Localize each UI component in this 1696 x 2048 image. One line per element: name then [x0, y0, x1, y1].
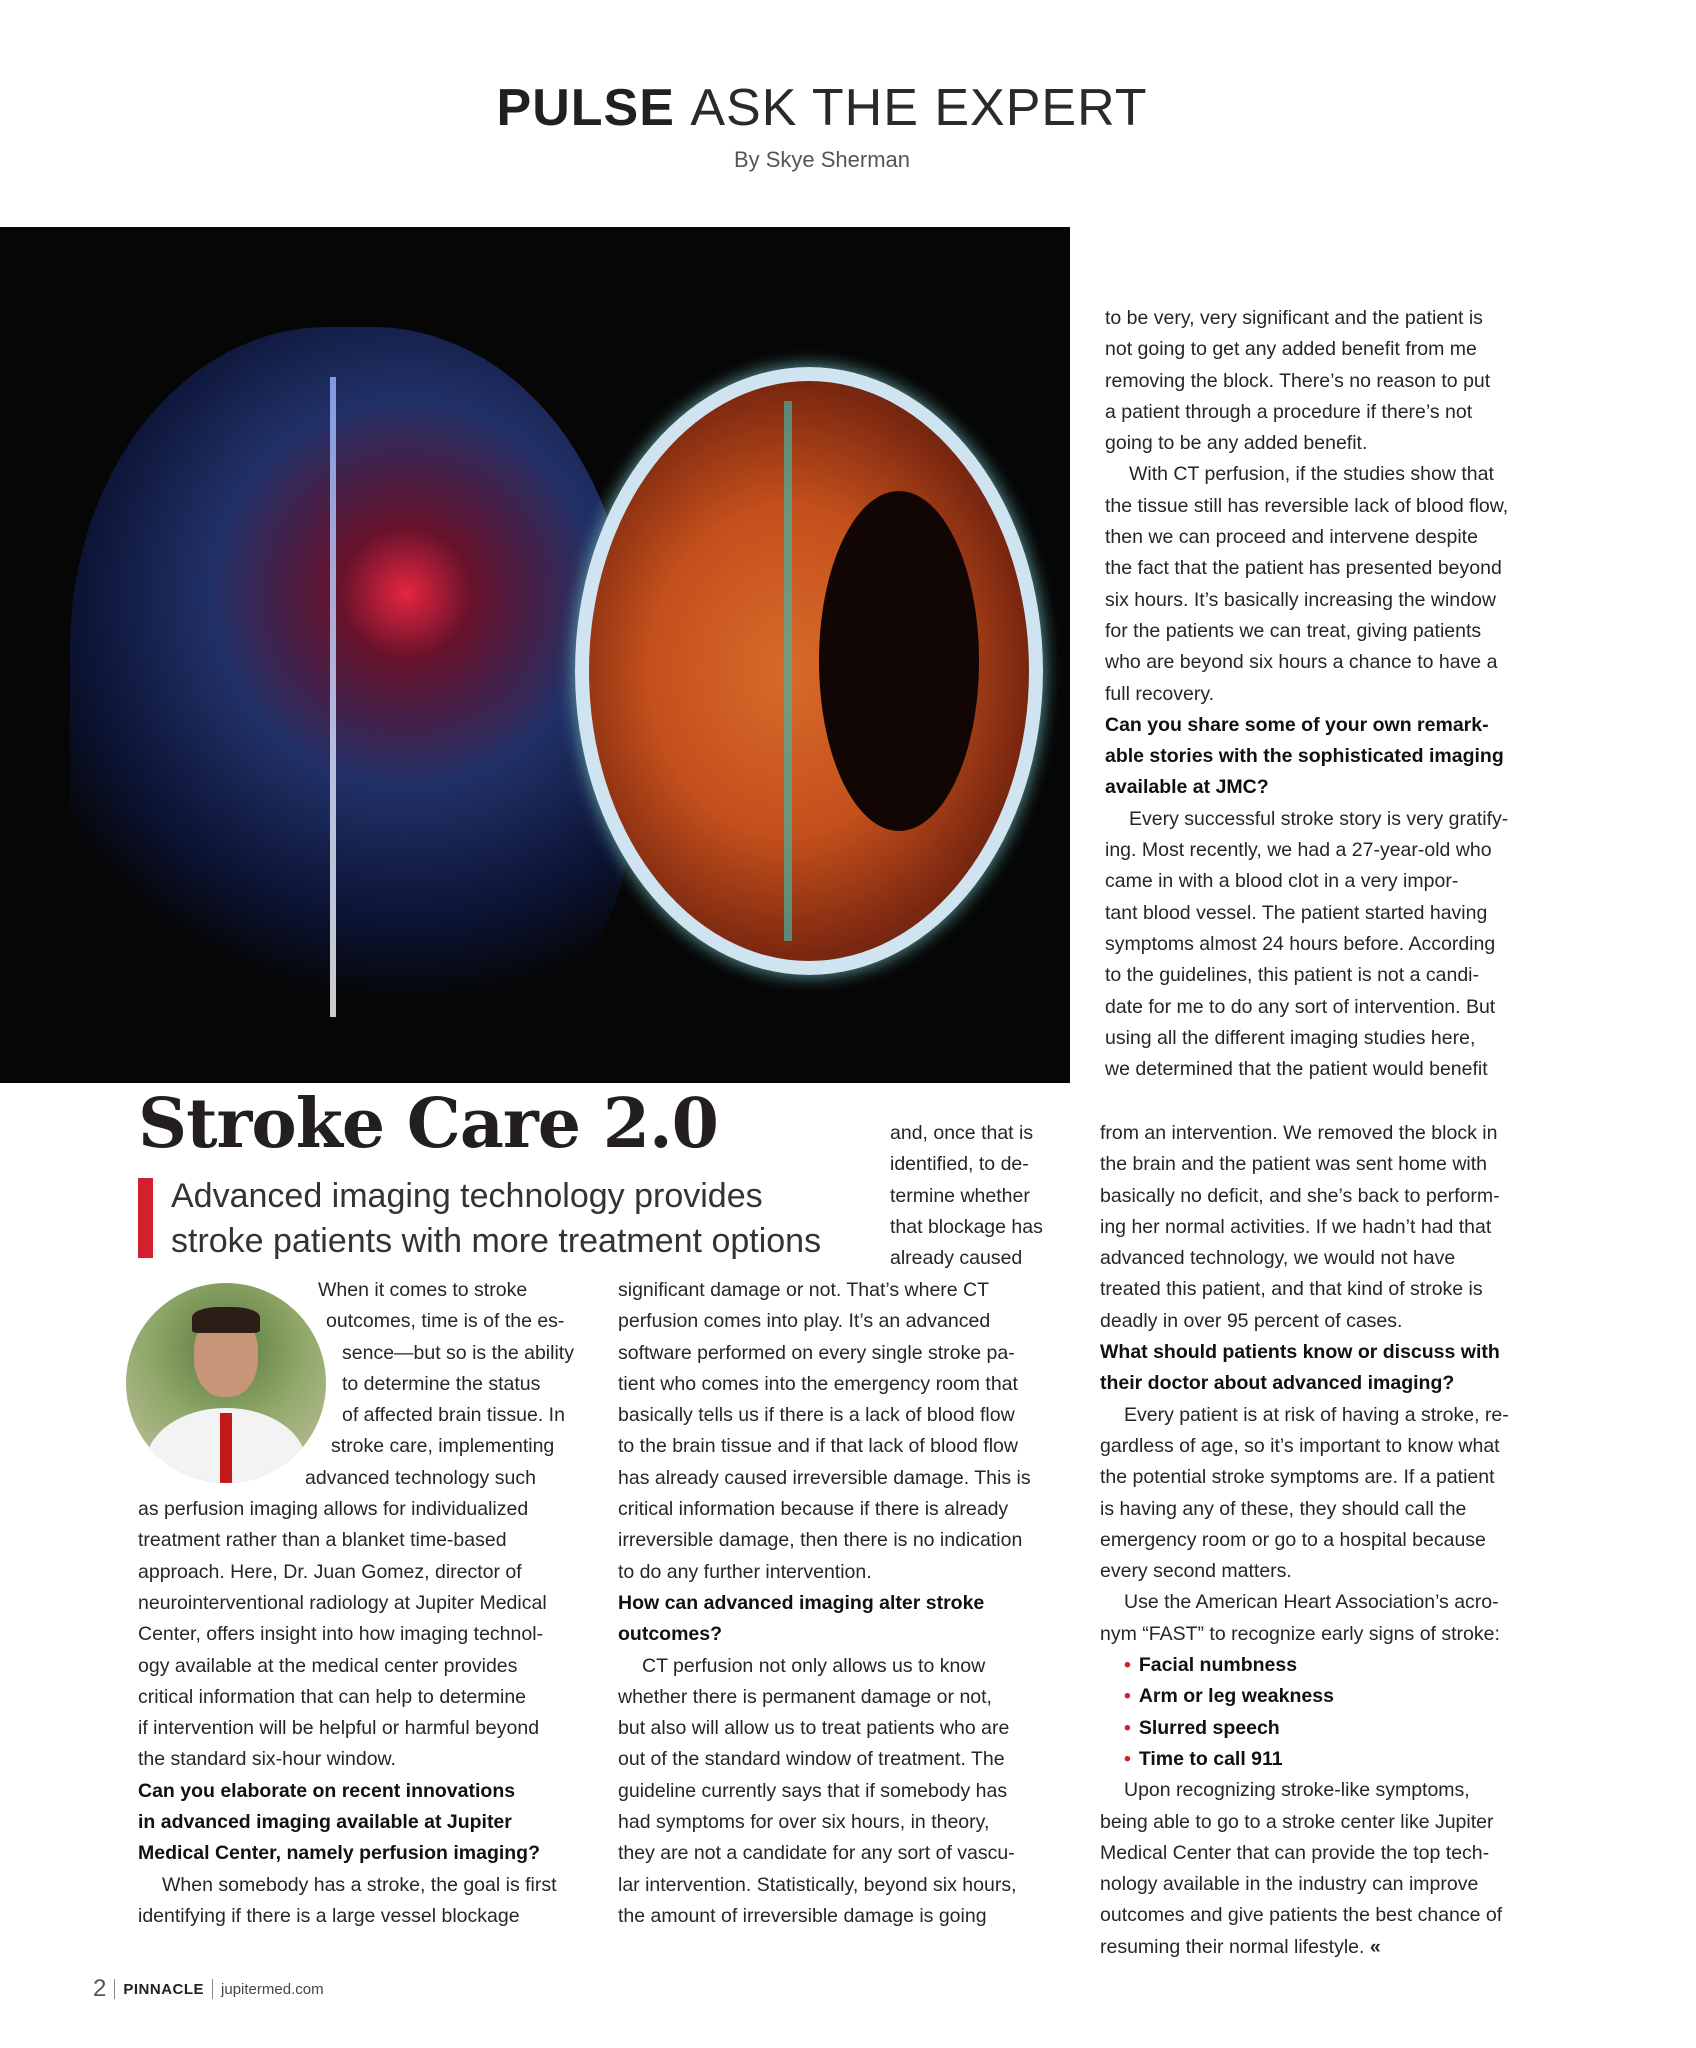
text-line: if intervention will be helpful or harmful beyond [138, 1717, 540, 1740]
page-footer [93, 1975, 324, 2003]
article-subtitle [171, 1174, 821, 1264]
text-line: When it comes to stroke [318, 1279, 528, 1301]
text-line: identified, to de- [890, 1153, 1029, 1176]
text-line: When somebody has a stroke, the goal is first [162, 1873, 557, 1896]
text-line: sence—but so is the ability [342, 1341, 574, 1364]
text-line: Center, offers insight into how imaging technol- [138, 1623, 544, 1646]
text-line: came in with a blood clot in a very impor- [1105, 870, 1459, 893]
question-line: in advanced imaging available at Jupiter [138, 1811, 512, 1834]
subtitle-line: stroke patients with more treatment options [171, 1222, 822, 1260]
text-line: to be very, very significant and the patient is [1105, 307, 1483, 329]
text-line: six hours. It’s basically increasing the window [1105, 588, 1496, 611]
text-line: had symptoms for over six hours, in theory, [618, 1811, 990, 1834]
text-line: lar intervention. Statistically, beyond six hours, [618, 1873, 1017, 1896]
text-line: critical information because if there is already [618, 1498, 1009, 1521]
text-line: perfusion comes into play. It’s an advanced [618, 1310, 991, 1333]
text-line: they are not a candidate for any sort of vascu- [618, 1842, 1015, 1865]
magazine-name: PINNACLE [123, 1980, 205, 1998]
text-line: symptoms almost 24 hours before. According [1105, 932, 1496, 955]
text-line: ing. Most recently, we had a 27-year-old who [1105, 839, 1492, 862]
column-2 [618, 1275, 1031, 1932]
text-line: outcomes, time is of the es- [326, 1310, 565, 1333]
text-line: deadly in over 95 percent of cases. [1100, 1309, 1403, 1332]
text-line: ing her normal activities. If we hadn’t had that [1100, 1215, 1492, 1238]
brain-imaging-photo [0, 227, 1070, 1083]
text-line: CT perfusion not only allows us to know [642, 1654, 986, 1677]
text-line: nym “FAST” to recognize early signs of stroke: [1100, 1622, 1500, 1645]
text-line: Every patient is at risk of having a stroke, re- [1124, 1403, 1509, 1426]
section-label: ASK THE EXPERT [690, 79, 1148, 137]
text-line: irreversible damage, then there is no indication [618, 1529, 1023, 1552]
subtitle-accent-bar [138, 1178, 153, 1258]
text-line: is having any of these, they should call the [1100, 1497, 1467, 1520]
text-line: then we can proceed and intervene despite [1105, 526, 1478, 549]
section-name: PULSE [496, 79, 675, 137]
text-line: not going to get any added benefit from me [1105, 338, 1477, 361]
text-line: out of the standard window of treatment. The [618, 1748, 1005, 1771]
text-line: basically no deficit, and she’s back to perform- [1100, 1184, 1500, 1207]
text-line: to determine the status [342, 1372, 541, 1395]
fast-bullet-item: • Arm or leg weakness [1100, 1681, 1509, 1712]
text-line: the fact that the patient has presented beyond [1105, 557, 1502, 580]
angiogram-vessel [330, 377, 336, 1017]
text-line: that blockage has [890, 1215, 1043, 1238]
text-line: already caused [890, 1247, 1023, 1270]
fast-bullet-item: • Facial numbness [1100, 1650, 1509, 1681]
text-line: the brain and the patient was sent home with [1100, 1153, 1487, 1176]
column-3-top [1105, 303, 1508, 1085]
text-line: as perfusion imaging allows for individualized [138, 1498, 529, 1521]
text-line: basically tells us if there is a lack of blood flow [618, 1404, 1015, 1427]
article-title: Stroke Care 2.0 [138, 1084, 718, 1164]
text-line: full recovery. [1105, 682, 1215, 705]
website-link[interactable]: jupitermed.com [221, 1980, 324, 1998]
text-line: date for me to do any sort of intervention. But [1105, 995, 1496, 1018]
text-line: and, once that is [890, 1122, 1034, 1144]
text-line: emergency room or go to a hospital because [1100, 1528, 1486, 1551]
column-1 [138, 1275, 574, 1932]
column-2-top [890, 1118, 1043, 1274]
text-line: the potential stroke symptoms are. If a patient [1100, 1466, 1495, 1489]
section-header [0, 79, 1644, 137]
divider [114, 1979, 115, 1999]
page-number: 2 [93, 1975, 107, 2002]
text-line: who are beyond six hours a chance to have a [1105, 651, 1498, 674]
text-line: going to be any added benefit. [1105, 432, 1368, 455]
text-line: advanced technology, we would not have [1100, 1247, 1456, 1270]
text-line: but also will allow us to treat patients who are [618, 1717, 1010, 1740]
text-line: resuming their normal lifestyle. « [1100, 1935, 1381, 1958]
subtitle-line: Advanced imaging technology provides [171, 1177, 763, 1215]
text-line: Upon recognizing stroke-like symptoms, [1124, 1779, 1470, 1802]
text-line: removing the block. There’s no reason to put [1105, 369, 1491, 392]
column-3-bottom [1100, 1118, 1509, 1963]
text-line: With CT perfusion, if the studies show that [1129, 463, 1494, 486]
fast-bullet-item: • Slurred speech [1100, 1713, 1509, 1744]
end-mark: « [1369, 1935, 1381, 1958]
text-line: guideline currently says that if somebody has [618, 1779, 1008, 1802]
text-line: the amount of irreversible damage is going [618, 1904, 987, 1927]
text-line: neurointerventional radiology at Jupiter Medical [138, 1591, 547, 1614]
text-line: tient who comes into the emergency room that [618, 1372, 1018, 1395]
text-line: gardless of age, so it’s important to know what [1100, 1434, 1500, 1457]
text-line: a patient through a procedure if there’s not [1105, 400, 1473, 423]
text-line: stroke care, implementing [331, 1435, 555, 1458]
text-line: has already caused irreversible damage. This is [618, 1466, 1031, 1489]
angiogram-head-image [70, 327, 630, 1027]
question-line: their doctor about advanced imaging? [1100, 1372, 1455, 1395]
text-line: of affected brain tissue. In [342, 1404, 565, 1427]
text-line: outcomes and give patients the best chance of [1100, 1904, 1503, 1927]
text-line: approach. Here, Dr. Juan Gomez, director of [138, 1560, 522, 1583]
text-line: identifying if there is a large vessel blockage [138, 1904, 520, 1927]
text-line: significant damage or not. That’s where CT [618, 1279, 990, 1301]
text-line: advanced technology such [305, 1466, 536, 1489]
text-line: critical information that can help to determine [138, 1685, 527, 1708]
text-line: from an intervention. We removed the block in [1100, 1122, 1498, 1144]
text-line: treatment rather than a blanket time-based [138, 1529, 507, 1552]
question-line: able stories with the sophisticated imaging [1105, 745, 1504, 768]
text-line: to the guidelines, this patient is not a candi- [1105, 964, 1479, 987]
text-line: using all the different imaging studies here, [1105, 1026, 1476, 1049]
text-line: to do any further intervention. [618, 1560, 872, 1583]
text-line: for the patients we can treat, giving patients [1105, 619, 1482, 642]
text-line: to the brain tissue and if that lack of blood flow [618, 1435, 1018, 1458]
text-line: whether there is permanent damage or not, [618, 1685, 992, 1708]
text-line: Every successful stroke story is very gratify- [1129, 807, 1509, 830]
text-line: tant blood vessel. The patient started having [1105, 901, 1488, 924]
text-line: ogy available at the medical center provides [138, 1654, 518, 1677]
text-line: being able to go to a stroke center like Jupiter [1100, 1810, 1494, 1833]
text-line: we determined that the patient would benefit [1105, 1058, 1488, 1081]
text-line: Use the American Heart Association’s acro- [1124, 1591, 1499, 1614]
text-line: termine whether [890, 1184, 1030, 1207]
question-line: Can you share some of your own remark- [1105, 713, 1489, 736]
divider [212, 1979, 213, 1999]
ct-perfusion-scan-image [575, 367, 1043, 975]
question-line: How can advanced imaging alter stroke [618, 1591, 985, 1614]
text-line: nology available in the industry can improve [1100, 1873, 1479, 1896]
question-line: Medical Center, namely perfusion imaging? [138, 1842, 541, 1865]
question-line: outcomes? [618, 1623, 723, 1646]
text-line: the standard six-hour window. [138, 1748, 396, 1771]
fast-bullet-item: • Time to call 911 [1100, 1744, 1509, 1775]
text-line: every second matters. [1100, 1560, 1292, 1583]
question-line: What should patients know or discuss with [1100, 1341, 1500, 1364]
text-line: the tissue still has reversible lack of blood flow, [1105, 494, 1509, 517]
question-line: available at JMC? [1105, 776, 1269, 799]
byline: By Skye Sherman [733, 147, 911, 172]
text-line: software performed on every single stroke pa- [618, 1341, 1015, 1364]
text-line: Medical Center that can provide the top tech- [1100, 1841, 1490, 1864]
text-line: treated this patient, and that kind of stroke is [1100, 1278, 1483, 1301]
question-line: Can you elaborate on recent innovations [138, 1779, 516, 1802]
